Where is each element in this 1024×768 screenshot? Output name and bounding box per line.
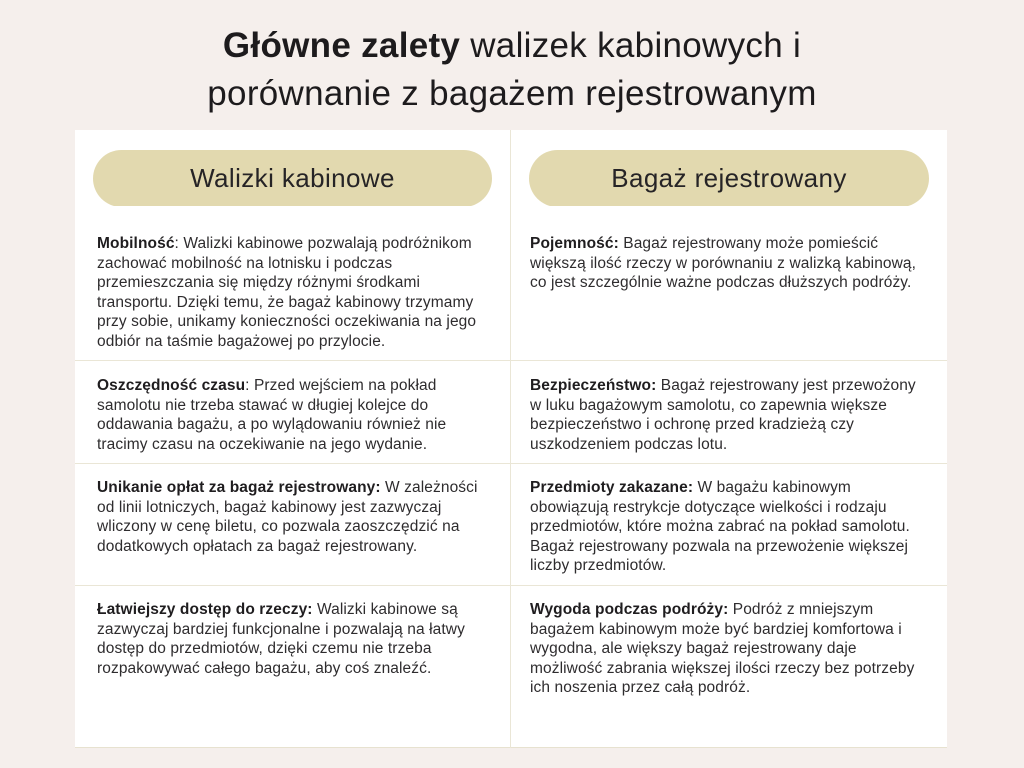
title-line2: porównanie z bagażem rejestrowanym bbox=[207, 74, 817, 113]
benefit-lead: Wygoda podczas podróży: bbox=[530, 601, 729, 618]
benefit-text: W zależności od linii lotniczych, bagaż kabinowy jest zazwyczaj wliczony w cenę biletu, co pozwala zaoszczędzić na dodatkowych opłatach za bagaż rejestrowany. bbox=[97, 479, 478, 555]
header-cell-cabin bbox=[75, 130, 511, 206]
benefit-text: W bagażu kabinowym obowiązują restrykcje dotyczące wielkości i rodzaju przedmiotów, które można zabrać na pokład samolotu. Bagaż rejestrowany pozwala na przewożenie większej liczby przedmiotów. bbox=[530, 479, 910, 574]
column-header-pill-cabin bbox=[93, 150, 492, 206]
benefit-cell-travel-comfort bbox=[511, 585, 947, 748]
column-header-pill-checked bbox=[529, 150, 929, 206]
title-emphasis: Główne zalety bbox=[222, 26, 461, 65]
benefit-cell-capacity bbox=[511, 206, 947, 360]
benefit-paragraph bbox=[97, 478, 486, 556]
benefit-text: Bagaż rejestrowany może pomieścić większą ilość rzeczy w porównaniu z walizką kabinową, co jest szczególnie ważne podczas dłuższych podróży. bbox=[530, 235, 917, 291]
benefit-paragraph bbox=[530, 376, 917, 454]
benefit-cell-fee-avoidance bbox=[75, 463, 511, 585]
benefit-lead: Pojemność: bbox=[530, 235, 619, 252]
benefit-cell-time-saving bbox=[75, 360, 511, 463]
benefit-paragraph bbox=[530, 234, 917, 293]
benefit-lead: Przedmioty zakazane: bbox=[530, 479, 694, 496]
benefit-paragraph bbox=[97, 600, 486, 678]
benefit-text: : Walizki kabinowe pozwalają podróżnikom zachować mobilność na lotnisku i podczas przemieszczania się między różnymi środkami transportu. Dzięki temu, że bagaż kabinowy trzymamy przy sobie, unikamy konieczności oczekiwania na jego odbiór na taśmie bagażowej po przylocie. bbox=[97, 235, 477, 350]
benefit-text: Podróż z mniejszym bagażem kabinowym może być bardziej komfortowa i wygodna, ale większy bagaż rejestrowany daje możliwość zabrania większej ilości rzeczy bez potrzeby ich noszenia przez całą podróż. bbox=[530, 601, 915, 696]
benefit-paragraph bbox=[530, 478, 917, 576]
column-header-label: Bagaż rejestrowany bbox=[611, 163, 847, 193]
page-title bbox=[0, 0, 1024, 118]
benefit-lead: Łatwiejszy dostęp do rzeczy: bbox=[97, 601, 313, 618]
column-header-label: Walizki kabinowe bbox=[190, 163, 395, 193]
benefit-text: Bagaż rejestrowany jest przewożony w luku bagażowym samolotu, co zapewnia większe bezpieczeństwo i ochronę przed kradzieżą czy uszkodzeniem podczas lotu. bbox=[530, 377, 916, 453]
benefit-paragraph bbox=[97, 376, 486, 454]
benefit-lead: Oszczędność czasu bbox=[97, 377, 246, 394]
benefit-paragraph bbox=[97, 234, 486, 351]
benefit-lead: Unikanie opłat za bagaż rejestrowany: bbox=[97, 479, 381, 496]
benefit-cell-easy-access bbox=[75, 585, 511, 748]
title-rest: walizek kabinowych i bbox=[460, 26, 802, 65]
benefit-cell-security bbox=[511, 360, 947, 463]
benefit-cell-mobility bbox=[75, 206, 511, 360]
benefit-text: : Przed wejściem na pokład samolotu nie trzeba stawać w długiej kolejce do oddawania bagażu, a po wylądowaniu również nie tracimy czasu na oczekiwanie na jego wydanie. bbox=[97, 377, 447, 453]
benefit-cell-prohibited-items bbox=[511, 463, 947, 585]
benefit-paragraph bbox=[530, 600, 917, 698]
header-cell-checked bbox=[511, 130, 947, 206]
benefit-text: Walizki kabinowe są zazwyczaj bardziej funkcjonalne i pozwalają na łatwy dostęp do przedmiotów, dzięki czemu nie trzeba rozpakowywać całego bagażu, aby coś znaleźć. bbox=[97, 601, 465, 677]
benefit-lead: Bezpieczeństwo: bbox=[530, 377, 657, 394]
benefit-lead: Mobilność bbox=[97, 235, 175, 252]
comparison-card bbox=[75, 130, 947, 748]
